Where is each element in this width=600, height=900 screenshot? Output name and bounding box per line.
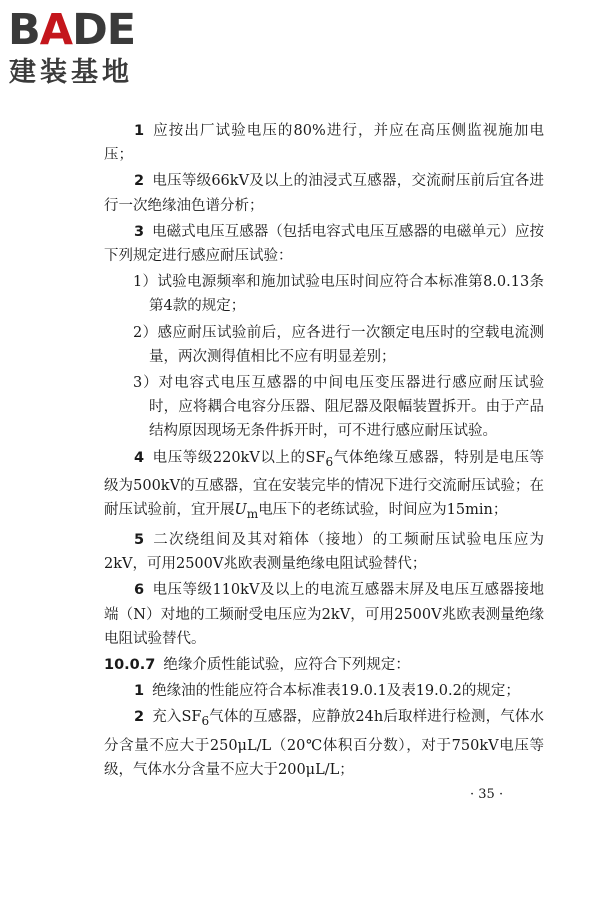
paragraph-item-4: 4 电压等级220kV以上的$SF_6$气体绝缘互感器，特别是电压等级为500kV的互感器，宜在安装完毕的情况下进行交流耐压试验；在耐压试验前，宜开展$U_m$电压下的老练试验，时间应为15min；	[104, 449, 544, 521]
paragraph-item-2: 2 电压等级66kV及以上的油浸式互感器，交流耐压前后宜各进行一次绝缘油色谱分析；	[104, 173, 544, 214]
sub-item-3: 3）对电容式电压互感器的中间电压变压器进行感应耐压试验时，应将耦合电容分压器、阻尼器及限幅装置拆开。由于产品结构原因现场无条件拆开时，可不进行感应耐压试验。	[133, 375, 544, 440]
logo-subtitle: 建装基地	[9, 57, 133, 88]
paragraph-item-5: 5 二次绕组间及其对箱体（接地）的工频耐压试验电压应为2kV，可用2500V兆欧表测量绝缘电阻试验替代；	[104, 532, 544, 573]
bade-logo	[8, 6, 178, 92]
paragraph-item-8: 2 充入$SF_6$气体的互感器，应静放24h后取样进行检测，气体水分含量不应大于250μL/L（20℃体积百分数），对于750kV电压等级，气体水分含量不应大于200μL/L；	[104, 709, 544, 778]
paragraph-item-1: 1 应按出厂试验电压的80%进行，并应在高压侧监视施加电压；	[104, 123, 544, 164]
paragraph-item-7: 1 绝缘油的性能应符合本标准表19.0.1及表19.0.2的规定；	[134, 683, 520, 700]
paragraph-item-6: 6 电压等级110kV及以上的电流互感器末屏及电压互感器接地端（N）对地的工频耐受电压应为2kV，可用2500V兆欧表测量绝缘电阻试验替代。	[104, 582, 544, 647]
page-number: · 35 ·	[470, 787, 504, 802]
logo-wordmark: BADE	[8, 5, 136, 55]
sub-item-1: 1）试验电源频率和施加试验电压时间应符合本标准第8.0.13条第4款的规定；	[133, 274, 544, 315]
clause-heading: 10.0.7 绝缘介质性能试验，应符合下列规定：	[104, 657, 410, 674]
sub-item-2: 2）感应耐压试验前后，应各进行一次额定电压时的空载电流测量，两次测得值相比不应有明显差别；	[133, 324, 545, 365]
paragraph-item-3: 3 电磁式电压互感器（包括电容式电压互感器的电磁单元）应按下列规定进行感应耐压试验：	[104, 223, 544, 265]
document-body	[104, 119, 544, 784]
